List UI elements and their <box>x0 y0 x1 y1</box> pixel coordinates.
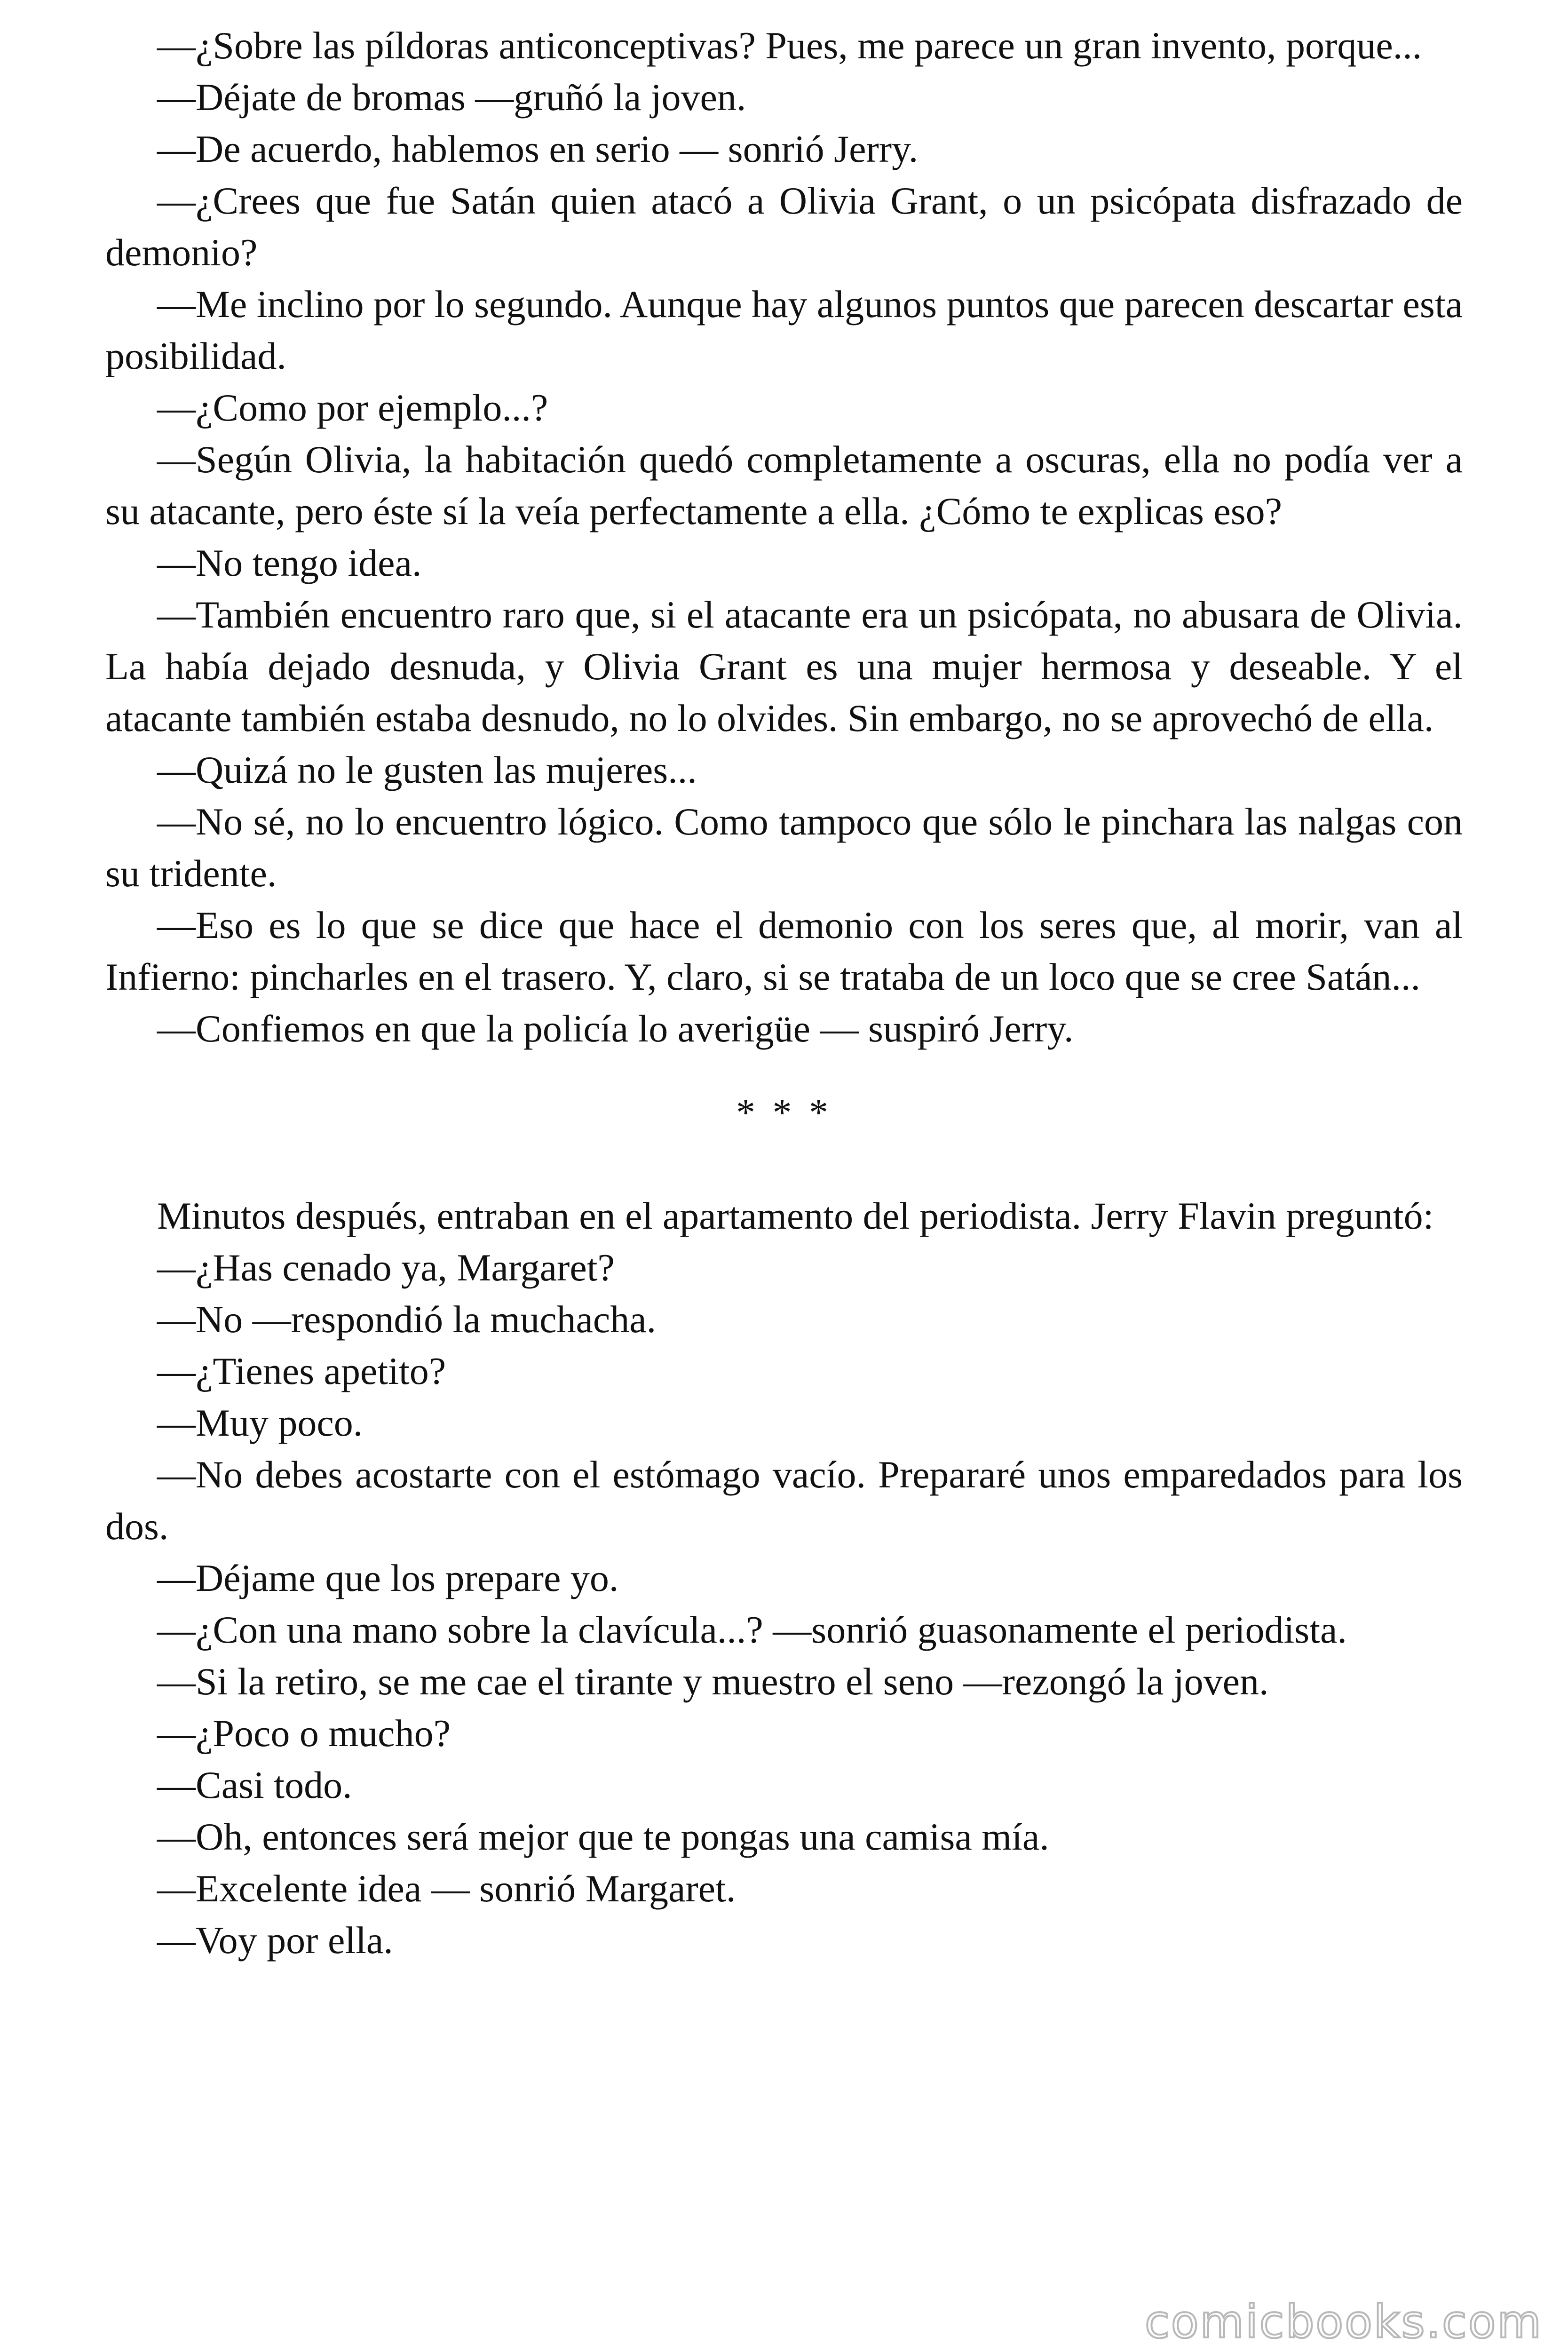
paragraph: —¿Con una mano sobre la clavícula...? —sonrió guasonamente el periodista. <box>157 1608 1347 1651</box>
paragraph: —No debes acostarte con el estómago vacío. Prepararé unos emparedados para los dos. <box>105 1453 1463 1548</box>
paragraph: —Casi todo. <box>157 1764 352 1806</box>
paragraph: —Según Olivia, la habitación quedó completamente a oscuras, ella no podía ver a su atacante, pero éste sí la veía perfectamente a ella. ¿Cómo te explicas eso? <box>105 438 1463 532</box>
paragraph: Minutos después, entraban en el apartamento del periodista. Jerry Flavin preguntó: <box>157 1194 1434 1237</box>
paragraph: —¿Sobre las píldoras anticonceptivas? Pues, me parece un gran invento, porque... <box>157 24 1422 67</box>
section-separator: * * * <box>736 1091 832 1134</box>
paragraph: —Déjate de bromas —gruñó la joven. <box>157 76 746 119</box>
document-page <box>105 20 1463 1966</box>
paragraph: —Confiemos en que la policía lo averigüe — suspiró Jerry. <box>157 1007 1074 1050</box>
paragraph: —No —respondió la muchacha. <box>157 1298 657 1341</box>
paragraph: —¿Tienes apetito? <box>157 1350 446 1392</box>
paragraph: —También encuentro raro que, si el atacante era un psicópata, no abusara de Olivia. La había dejado desnuda, y Olivia Grant es una mujer hermosa y deseable. Y el atacante también estaba desnudo, no lo olvides. Sin embargo, no se aprovechó de ella. <box>105 593 1463 739</box>
paragraph: —¿Has cenado ya, Margaret? <box>157 1246 615 1289</box>
paragraph: —Quizá no le gusten las mujeres... <box>157 748 697 791</box>
paragraph: —Me inclino por lo segundo. Aunque hay algunos puntos que parecen descartar esta posibilidad. <box>105 283 1463 377</box>
paragraph: —No sé, no lo encuentro lógico. Como tampoco que sólo le pinchara las nalgas con su tridente. <box>105 800 1463 895</box>
paragraph: —Oh, entonces será mejor que te pongas una camisa mía. <box>157 1815 1049 1858</box>
paragraph: —¿Como por ejemplo...? <box>157 386 548 429</box>
paragraph: —Voy por ella. <box>157 1919 393 1962</box>
watermark: comicbooks.com <box>1144 2296 1543 2348</box>
paragraph: —Excelente idea — sonrió Margaret. <box>157 1867 736 1910</box>
paragraph: —Muy poco. <box>157 1401 363 1444</box>
paragraph: —Déjame que los prepare yo. <box>157 1557 619 1599</box>
paragraph: —No tengo idea. <box>157 541 422 584</box>
paragraph: —¿Poco o mucho? <box>157 1712 451 1755</box>
paragraph: —Si la retiro, se me cae el tirante y muestro el seno —rezongó la joven. <box>157 1660 1269 1703</box>
paragraph: —De acuerdo, hablemos en serio — sonrió Jerry. <box>157 127 919 170</box>
paragraph: —¿Crees que fue Satán quien atacó a Olivia Grant, o un psicópata disfrazado de demonio? <box>105 179 1463 274</box>
paragraph: —Eso es lo que se dice que hace el demonio con los seres que, al morir, van al Infierno: pincharles en el trasero. Y, claro, si se trataba de un loco que se cree Satán... <box>105 904 1463 998</box>
